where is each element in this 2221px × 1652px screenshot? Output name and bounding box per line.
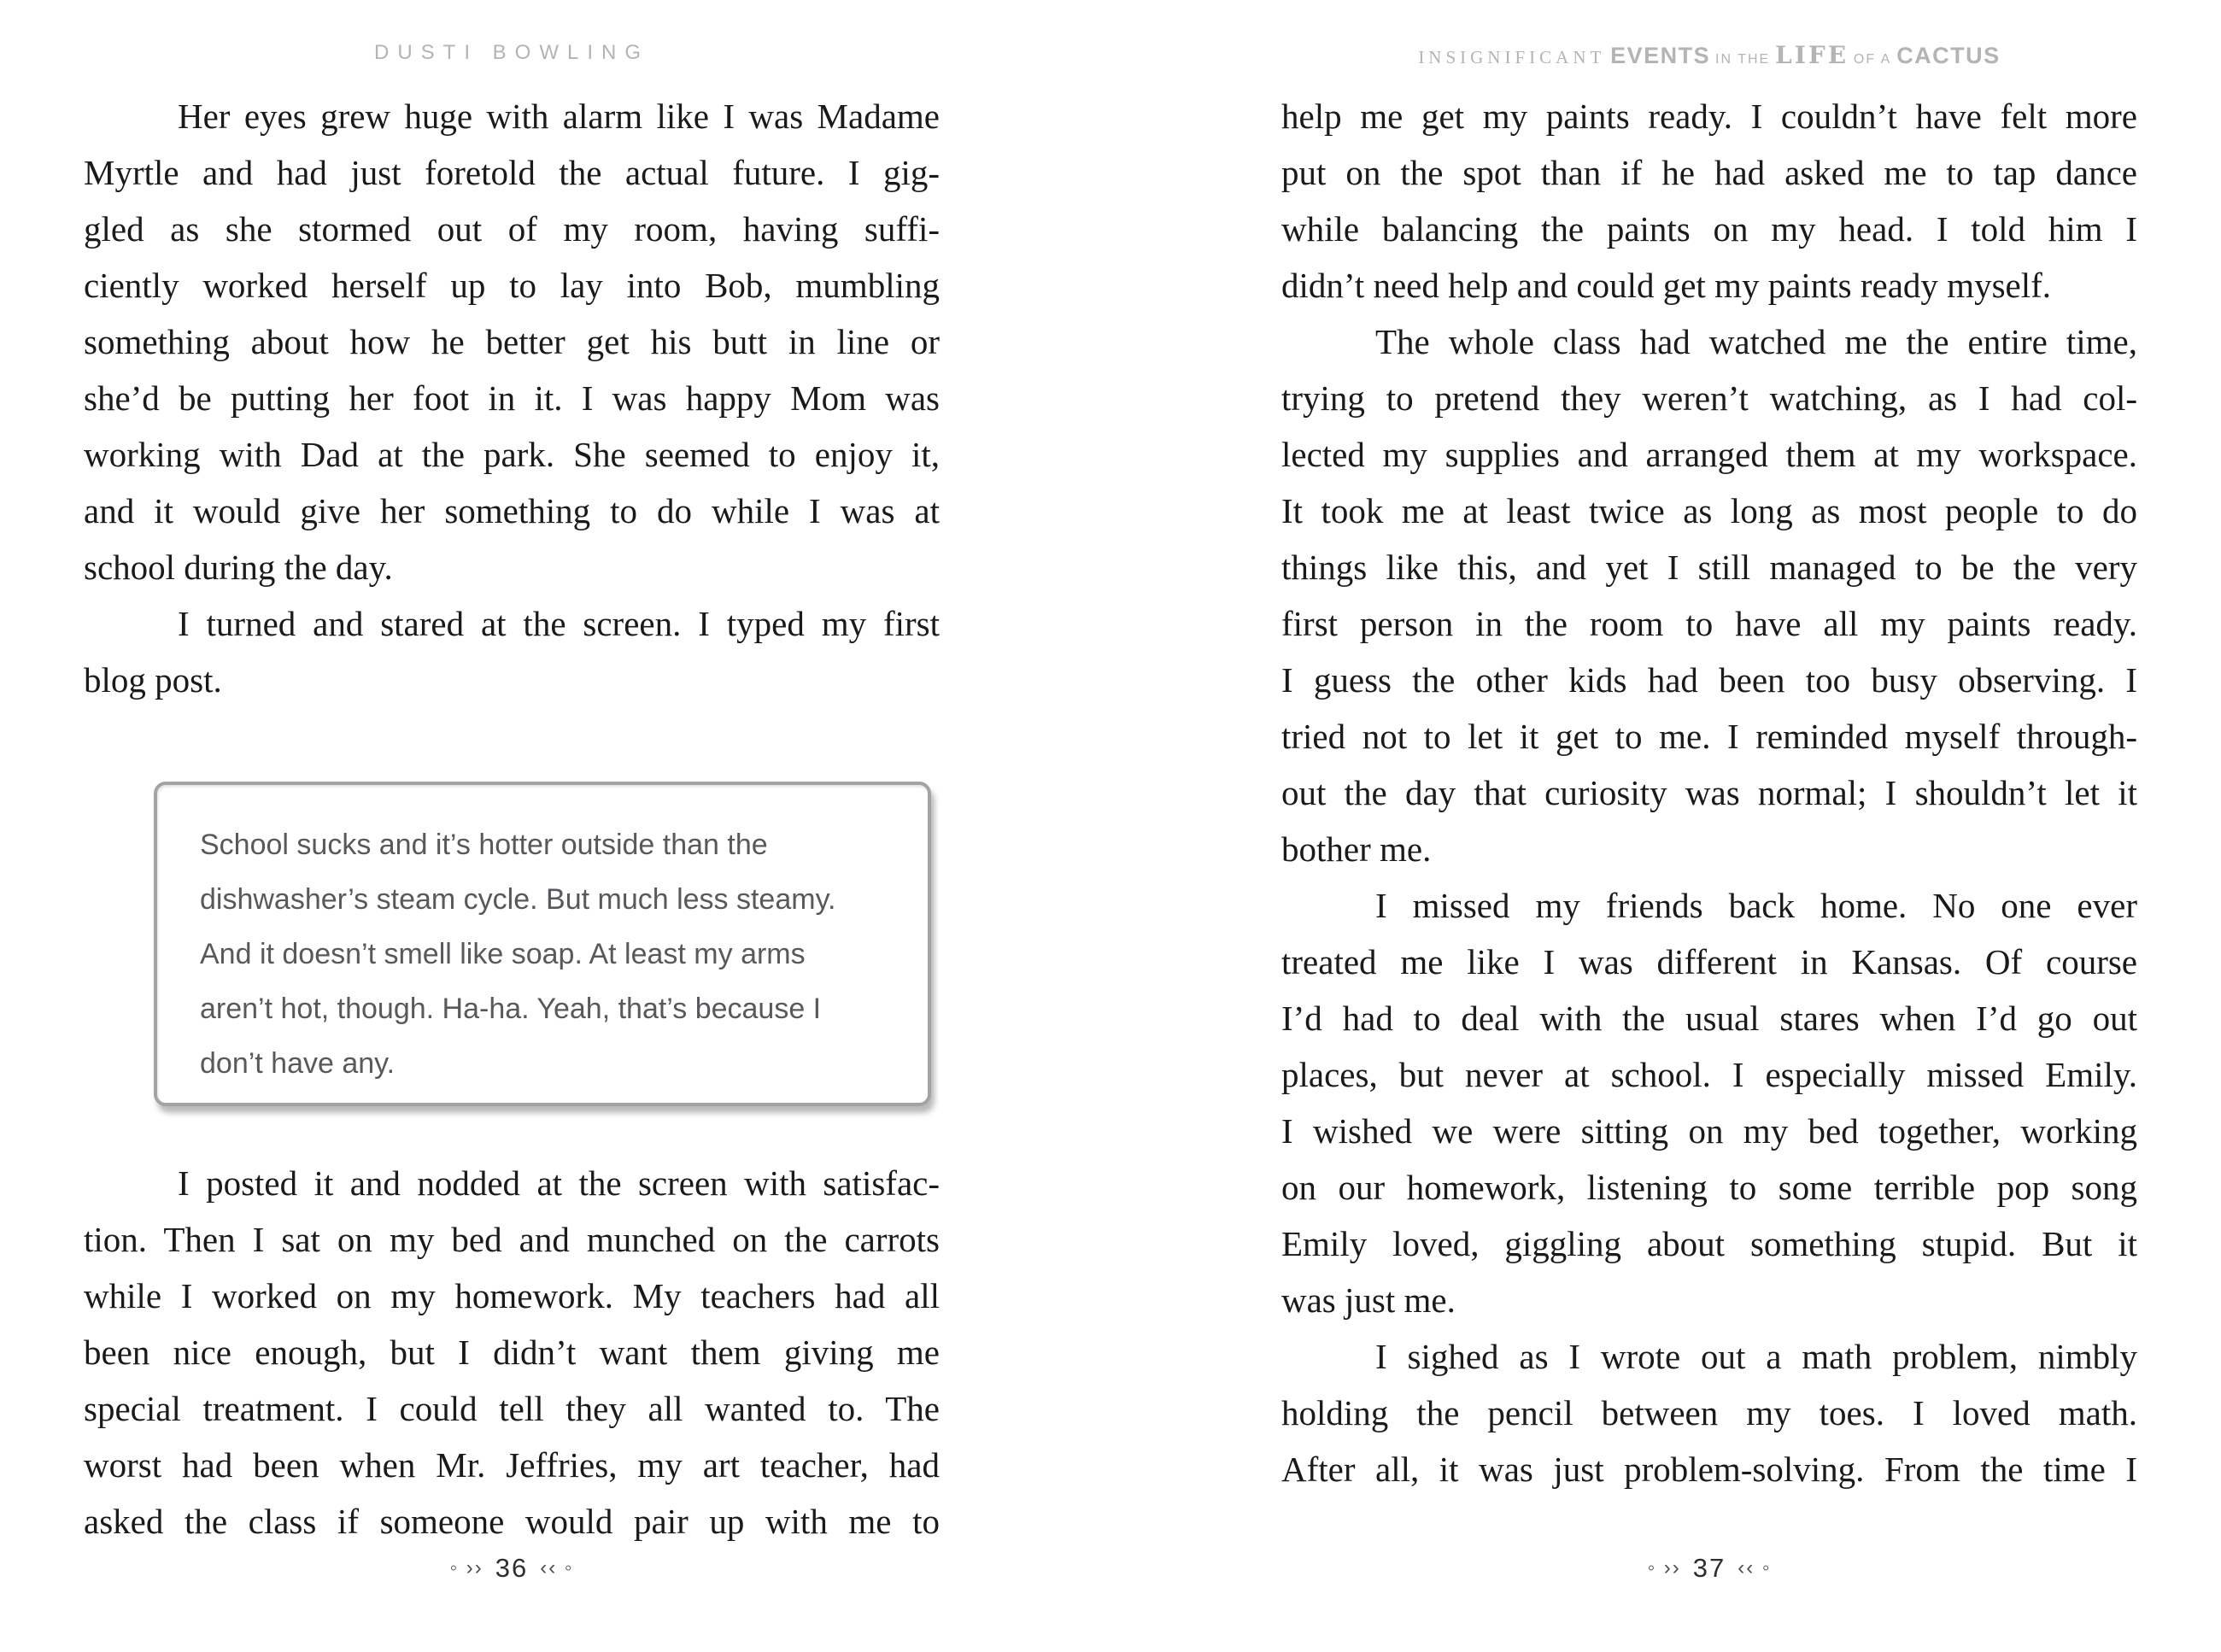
text-line: blog post. [84,660,222,700]
text-line: treated me like I was different in Kansas. Of course [1281,942,2137,981]
text-line: Myrtle and had just foretold the actual future. I gig- [84,153,940,192]
blog-post-line: don’t have any. [200,1047,396,1080]
text-line: help me get my paints ready. I couldn’t have felt more [1281,97,2137,136]
right-running-header [1281,41,2137,69]
text-line: gled as she stormed out of my room, having suffi- [84,209,940,249]
text-line: Her eyes grew huge with alarm like I was Madame [178,97,940,136]
text-line: bother me. [1281,829,1432,869]
text-line: places, but never at school. I especially missed Emily. [1281,1055,2137,1094]
text-line: out the day that curiosity was normal; I shouldn’t let it [1281,773,2137,812]
text-line: holding the pencil between my toes. I loved math. [1281,1393,2137,1432]
text-line: she’d be putting her foot in it. I was happy Mom was [84,378,940,418]
footer-ornament-right: ‹‹ ◦ [1738,1556,1772,1579]
header-word-in-the: IN THE [1715,52,1771,67]
text-line: ciently worked herself up to lay into Bob, mumbling [84,266,940,305]
text-line: asked the class if someone would pair up with me to [84,1502,940,1541]
left-page-footer [84,1553,940,1584]
blog-post-line: dishwasher’s steam cycle. But much less steamy. [200,883,836,916]
header-word-insignificant: INSIGNIFICANT [1418,47,1606,67]
text-line: while balancing the paints on my head. I told him I [1281,209,2137,249]
text-line: I posted it and nodded at the screen with satisfac- [178,1163,940,1203]
text-line: tried not to let it get to me. I reminded myself through- [1281,717,2137,756]
text-line: I’d had to deal with the usual stares when I’d go out [1281,999,2137,1038]
text-line: tion. Then I sat on my bed and munched on the carrots [84,1220,940,1259]
footer-ornament-left: ◦ ›› [449,1556,483,1579]
text-line: first person in the room to have all my paints ready. [1281,604,2137,643]
text-line: and it would give her something to do while I was at [84,491,940,530]
text-line: I sighed as I wrote out a math problem, nimbly [1375,1337,2137,1376]
footer-ornament-right: ‹‹ ◦ [540,1556,574,1579]
text-line: worst had been when Mr. Jeffries, my art teacher, had [84,1445,940,1485]
text-line: Emily loved, giggling about something stupid. But it [1281,1224,2137,1263]
footer-ornament-left: ◦ ›› [1647,1556,1681,1579]
text-line: things like this, and yet I still managed to be the very [1281,548,2137,587]
text-line: After all, it was just problem-solving. From the time I [1281,1450,2137,1489]
text-line: was just me. [1281,1280,1456,1320]
header-word-of-a: OF A [1853,52,1892,67]
page-number: 37 [1692,1553,1726,1583]
text-line: I guess the other kids had been too busy observing. I [1281,660,2137,700]
text-line: working with Dad at the park. She seemed to enjoy it, [84,435,940,474]
text-line: I wished we were sitting on my bed together, working [1281,1111,2137,1151]
text-line: It took me at least twice as long as most people to do [1281,491,2137,530]
header-word-cactus: CACTUS [1896,43,2001,68]
text-line: on our homework, listening to some terrible pop song [1281,1168,2137,1207]
header-word-events: EVENTS [1610,43,1711,68]
text-line: been nice enough, but I didn’t want them giving me [84,1333,940,1372]
text-line: special treatment. I could tell they all wanted to. The [84,1389,940,1428]
text-line: I turned and stared at the screen. I typed my first [178,604,940,643]
text-line: didn’t need help and could get my paints ready myself. [1281,266,2052,305]
text-line: while I worked on my homework. My teachers had all [84,1276,940,1315]
left-page-body [84,88,940,1549]
blog-post-line: And it doesn’t smell like soap. At least my arms [200,938,806,970]
right-page-footer [1281,1553,2137,1584]
blog-post-line: School sucks and it’s hotter outside than the [200,829,768,861]
text-line: I missed my friends back home. No one ever [1375,886,2137,925]
text-line: something about how he better get his butt in line or [84,322,940,361]
text-line: The whole class had watched me the entire time, [1375,322,2137,361]
text-line: school during the day. [84,548,393,587]
blog-post-box [154,782,931,1106]
text-line: lected my supplies and arranged them at my workspace. [1281,435,2137,474]
right-page-body [1281,88,2137,1497]
text-line: trying to pretend they weren’t watching, as I had col- [1281,378,2137,418]
text-line: put on the spot than if he had asked me to tap dance [1281,153,2137,192]
header-word-life: LIFE [1775,41,1849,69]
page-number: 36 [495,1553,529,1583]
left-running-header: DUSTI BOWLING [373,41,649,64]
blog-post-line: aren’t hot, though. Ha-ha. Yeah, that’s because I [200,993,822,1025]
